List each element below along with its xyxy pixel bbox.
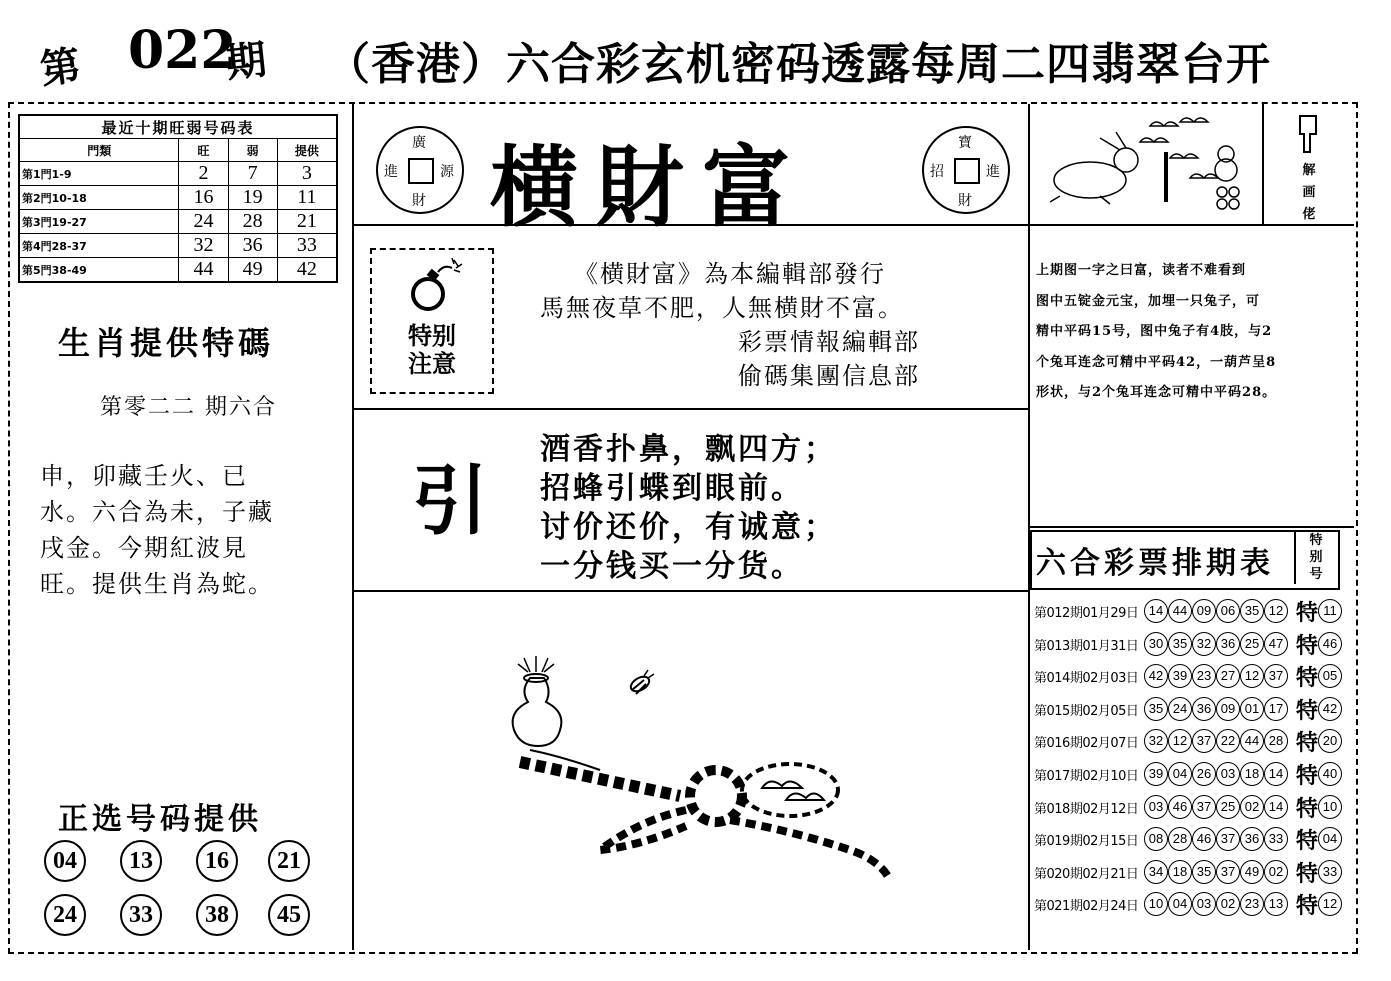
schedule-number: 28: [1264, 729, 1288, 753]
table-header: 提供: [277, 139, 337, 162]
special-number: 46: [1318, 632, 1342, 656]
pick-ball: 38: [196, 894, 238, 936]
special-number: 33: [1318, 860, 1342, 884]
schedule-number: 26: [1192, 762, 1216, 786]
coin-left-icon: 廣 進 源 財: [376, 126, 464, 214]
schedule-date: 第013期01月31日: [1034, 638, 1139, 654]
schedule-date: 第018期02月12日: [1034, 801, 1139, 817]
zodiac-paragraph: 申，卯藏壬火、已 水。六合為未，子藏 戌金。今期紅波見 旺。提供生肖為蛇。: [40, 462, 274, 598]
notice-box: [370, 248, 494, 394]
pick-ball: 13: [120, 840, 162, 882]
schedule-number: 12: [1168, 729, 1192, 753]
table-caption: 最近十期旺弱号码表: [19, 115, 337, 139]
schedule-number: 35: [1192, 860, 1216, 884]
special-marker: 特: [1296, 632, 1319, 659]
zodiac-issue: 第零二二 期六合: [100, 395, 277, 420]
table-row: 第1門1-9 2 7 3: [19, 162, 337, 186]
schedule-number: 33: [1264, 827, 1288, 851]
divider-schedule: [1028, 526, 1354, 528]
table-row: 第2門10-18 16 19 11: [19, 186, 337, 210]
special-number: 10: [1318, 795, 1342, 819]
schedule-number: 42: [1144, 664, 1168, 688]
schedule-number: 02: [1216, 892, 1240, 916]
divider-notice: [352, 408, 1028, 410]
schedule-row: [1034, 629, 1340, 659]
schedule-number: 10: [1144, 892, 1168, 916]
table-header: 弱: [228, 139, 277, 162]
pick-ball: 24: [44, 894, 86, 936]
schedule-number: 39: [1144, 762, 1168, 786]
schedule-number: 09: [1216, 697, 1240, 721]
schedule-number: 35: [1144, 697, 1168, 721]
schedule-row: [1034, 824, 1340, 854]
pick-ball: 45: [268, 894, 310, 936]
picks-heading: 正选号码提供: [58, 802, 262, 837]
schedule-number: 39: [1168, 664, 1192, 688]
schedule-number: 03: [1192, 892, 1216, 916]
schedule-number: 37: [1264, 664, 1288, 688]
schedule-number: 35: [1168, 632, 1192, 656]
schedule-number: 34: [1144, 860, 1168, 884]
schedule-number: 23: [1240, 892, 1264, 916]
schedule-number: 37: [1192, 729, 1216, 753]
schedule-number: 37: [1192, 795, 1216, 819]
pick-ball: 16: [196, 840, 238, 882]
schedule-number: 14: [1264, 795, 1288, 819]
table-row: 第3門19-27 24 28 21: [19, 210, 337, 234]
schedule-number: 03: [1144, 795, 1168, 819]
notice-line: 馬無夜草不肥，人無横財不富。: [540, 294, 904, 322]
schedule-number: 47: [1264, 632, 1288, 656]
special-number-label: 特 别 号: [1294, 532, 1336, 584]
schedule-number: 36: [1216, 632, 1240, 656]
riddle-explanation: 上期图一字之曰富，读者不难看到 图中五锭金元宝，加埋一只兔子，可 精中平码15号，图中兔子有4肢，与2 个兔耳连念可精中平码42，一葫芦呈8 形状，与2个兔耳连念可精中平码28。: [1036, 263, 1277, 400]
special-marker: 特: [1296, 600, 1319, 626]
wang-ruo-table: [18, 114, 338, 283]
special-marker: 特: [1296, 763, 1319, 789]
schedule-number: 36: [1240, 827, 1264, 851]
schedule-number: 14: [1264, 762, 1288, 786]
issue-prefix: 第: [37, 41, 84, 94]
page-header: [37, 18, 1380, 94]
special-number: 05: [1318, 664, 1342, 688]
divider-jie: [1262, 104, 1264, 226]
schedule-number: 13: [1264, 892, 1288, 916]
special-marker: 特: [1296, 828, 1319, 855]
schedule-row: [1034, 726, 1340, 756]
schedule-number: 02: [1240, 795, 1264, 819]
schedule-number: 44: [1240, 729, 1264, 753]
issue-suffix: 期: [223, 36, 269, 87]
special-marker: 特: [1296, 795, 1319, 822]
ingot-plate-icon: [742, 764, 838, 816]
issue-number: 022: [128, 20, 237, 81]
special-number: 12: [1318, 892, 1342, 916]
schedule-number: 06: [1216, 599, 1240, 623]
special-number: 42: [1318, 697, 1342, 721]
gourd-small-icon: [1215, 146, 1239, 209]
logo-title: 横財富: [490, 135, 809, 239]
bomb-icon: [372, 254, 492, 324]
special-marker: 特: [1296, 665, 1319, 692]
schedule-number: 22: [1216, 729, 1240, 753]
schedule-number: 49: [1240, 860, 1264, 884]
schedule-number: 37: [1216, 860, 1240, 884]
special-marker: 特: [1296, 860, 1319, 887]
divider-poem: [352, 590, 1028, 592]
schedule-number: 44: [1168, 599, 1192, 623]
schedule-number: 04: [1168, 762, 1192, 786]
notice-line: 《横財富》為本編輯部發行: [574, 260, 886, 288]
schedule-number: 17: [1264, 697, 1288, 721]
schedule-number: 46: [1168, 795, 1192, 819]
special-number: 20: [1318, 729, 1342, 753]
schedule-number: 12: [1240, 664, 1264, 688]
special-marker: 特: [1296, 730, 1319, 757]
schedule-number: 09: [1192, 599, 1216, 623]
table-header: 旺: [179, 139, 228, 162]
notice-line: 偷碼集團信息部: [738, 362, 920, 390]
schedule-number: 02: [1264, 860, 1288, 884]
coin-right-icon: 寶 招 進 財: [922, 126, 1010, 214]
schedule-number: 01: [1240, 697, 1264, 721]
schedule-number: 25: [1216, 795, 1240, 819]
schedule-date: 第014期02月03日: [1034, 671, 1139, 687]
notice-label: 特别 注意: [408, 321, 456, 378]
schedule-number: 37: [1216, 827, 1240, 851]
ingots-icon: [1140, 118, 1218, 178]
schedule-number: 08: [1144, 827, 1168, 851]
pick-ball: 33: [120, 894, 162, 936]
schedule-date: 第015期02月05日: [1034, 703, 1139, 719]
schedule-number: 32: [1192, 632, 1216, 656]
schedule-number: 27: [1216, 664, 1240, 688]
special-marker: 特: [1296, 893, 1319, 920]
page-title: （香港）六合彩玄机密码透露每周二四翡翠台开: [326, 39, 1271, 90]
special-number: 40: [1318, 762, 1342, 786]
special-number: 04: [1318, 827, 1342, 851]
schedule-title: 六合彩票排期表: [1036, 546, 1274, 581]
schedule-number: 32: [1144, 729, 1168, 753]
pick-ball: 21: [268, 840, 310, 882]
schedule-row: [1034, 694, 1340, 724]
schedule-number: 28: [1168, 827, 1192, 851]
gourd-icon: [513, 656, 562, 746]
schedule-number: 04: [1168, 892, 1192, 916]
schedule-row: [1034, 857, 1340, 887]
moth-icon: [628, 670, 654, 694]
table-header: 門類: [19, 139, 179, 162]
schedule-row: [1034, 759, 1340, 789]
rabbit-icon: [1050, 132, 1138, 204]
notice-line: 彩票情報編輯部: [738, 328, 920, 356]
schedule-number: 14: [1144, 599, 1168, 623]
jie-label: 解 画 佬: [1302, 163, 1316, 222]
special-marker: 特: [1296, 697, 1319, 724]
schedule-row: [1034, 661, 1340, 691]
schedule-number: 12: [1264, 599, 1288, 623]
schedule-number: 30: [1144, 632, 1168, 656]
schedule-number: 35: [1240, 599, 1264, 623]
schedule-number: 18: [1168, 860, 1192, 884]
schedule-number: 36: [1192, 697, 1216, 721]
schedule-date: 第016期02月07日: [1034, 736, 1139, 752]
yin-character: 引: [412, 456, 488, 545]
schedule-number: 03: [1216, 762, 1240, 786]
schedule-date: 第020期02月21日: [1034, 866, 1139, 882]
schedule-number: 46: [1192, 827, 1216, 851]
schedule-number: 23: [1192, 664, 1216, 688]
table-row: 第4門28-37 32 36 33: [19, 234, 337, 258]
schedule-row: [1034, 792, 1340, 822]
special-number: 11: [1318, 599, 1342, 623]
schedule-date: 第019期02月15日: [1034, 834, 1139, 850]
schedule-row: [1034, 889, 1340, 919]
rabbit-illustration: [1040, 112, 1260, 218]
table-row: 第5門38-49 44 49 42: [19, 258, 337, 283]
poem: 酒香扑鼻，飘四方； 招蜂引蝶到眼前。 讨价还价，有诚意； 一分钱买一分货。: [540, 432, 837, 584]
schedule-date: 第021期02月24日: [1034, 899, 1139, 915]
schedule-date: 第012期01月29日: [1034, 606, 1139, 621]
riddle-illustration: [490, 650, 910, 900]
schedule-row: [1034, 596, 1340, 626]
schedule-number: 25: [1240, 632, 1264, 656]
pointing-hand-icon: [1294, 112, 1324, 158]
schedule-number: 18: [1240, 762, 1264, 786]
schedule-number: 24: [1168, 697, 1192, 721]
pick-ball: 04: [44, 840, 86, 882]
zodiac-heading: 生肖提供特碼: [58, 324, 275, 362]
schedule-date: 第017期02月10日: [1034, 769, 1139, 784]
divider-left: [352, 104, 354, 950]
